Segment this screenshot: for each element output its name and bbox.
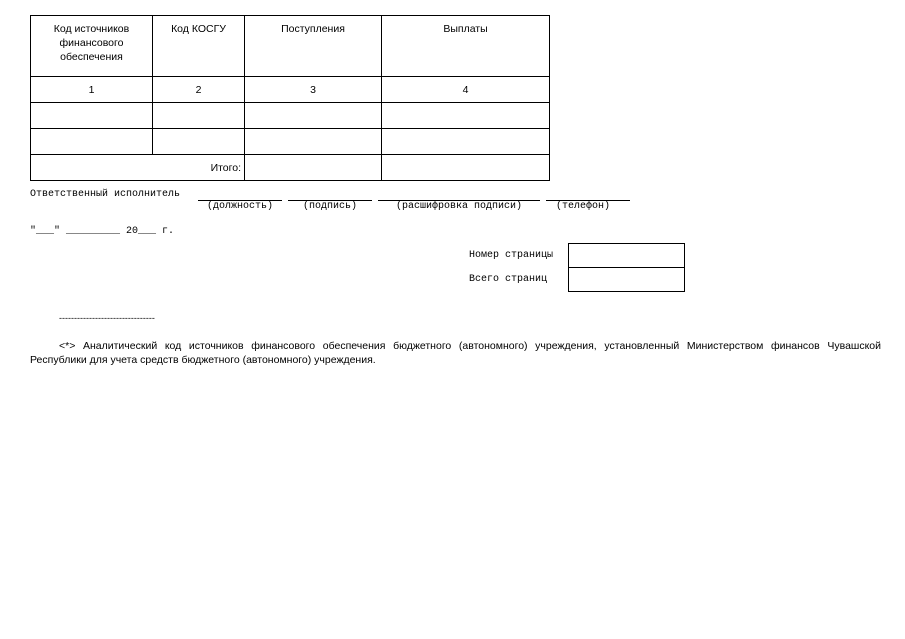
total-pages-box[interactable] xyxy=(569,268,685,292)
sources-table xyxy=(30,15,550,181)
table-cell[interactable] xyxy=(382,103,550,129)
table-cell[interactable] xyxy=(153,103,245,129)
total-label: Итого: xyxy=(31,155,245,181)
page-number-box[interactable] xyxy=(569,244,685,268)
header-payments: Выплаты xyxy=(382,16,550,77)
column-number: 4 xyxy=(382,77,550,103)
table-row xyxy=(31,129,550,155)
table-header-row xyxy=(31,16,550,77)
page-number-label: Номер страницы xyxy=(469,250,554,261)
caption-decryption: (расшифровка подписи) xyxy=(395,201,523,212)
table-cell[interactable] xyxy=(245,103,382,129)
caption-position: (должность) xyxy=(206,201,273,212)
table-cell[interactable] xyxy=(382,129,550,155)
column-number: 1 xyxy=(31,77,153,103)
column-number-row xyxy=(31,77,550,103)
caption-signature: (подпись) xyxy=(302,201,357,212)
total-pages-label: Всего страниц xyxy=(469,274,548,285)
table-cell[interactable] xyxy=(153,129,245,155)
footnote-text: <*> Аналитический код источников финансового обеспечения бюджетного (автономного) учреждения, установленный Министерством финансов Чувашской Республики для учета средств бюджетного (автономного) учреждения. xyxy=(30,340,881,366)
caption-phone: (телефон) xyxy=(555,201,610,212)
footnote-separator: -------------------------------- xyxy=(59,313,155,323)
column-number: 2 xyxy=(153,77,245,103)
column-number: 3 xyxy=(245,77,382,103)
responsible-label: Ответственный исполнитель xyxy=(30,189,181,200)
page-count-boxes xyxy=(568,243,685,292)
header-receipts: Поступления xyxy=(245,16,382,77)
total-payments-cell[interactable] xyxy=(382,155,550,181)
table-row xyxy=(31,103,550,129)
date-line: "___" _________ 20___ г. xyxy=(30,226,175,237)
total-receipts-cell[interactable] xyxy=(245,155,382,181)
header-source-code: Код источников финансового обеспечения xyxy=(31,16,153,77)
header-kosgu-code: Код КОСГУ xyxy=(153,16,245,77)
total-row xyxy=(31,155,550,181)
table-cell[interactable] xyxy=(31,103,153,129)
table-cell[interactable] xyxy=(245,129,382,155)
table-cell[interactable] xyxy=(31,129,153,155)
